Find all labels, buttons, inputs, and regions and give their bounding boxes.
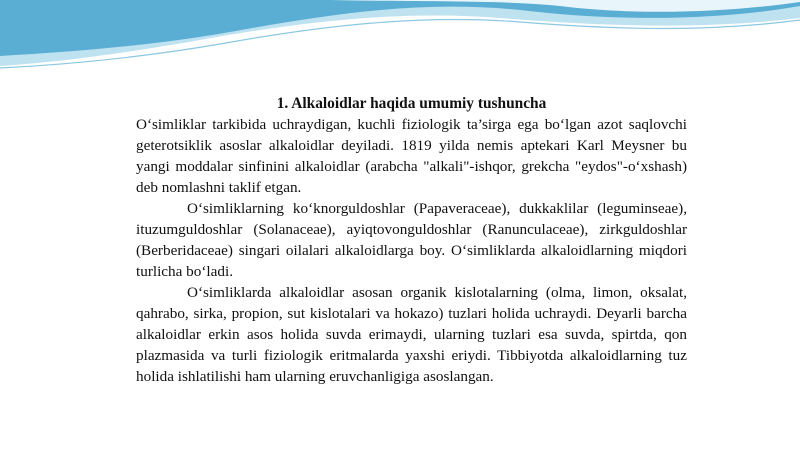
paragraph-intro: O‘simliklar tarkibida uchraydigan, kuchli fiziologik ta’sirga ega bo‘lgan azot saqlovchi geterotsiklik asoslar alkaloidlar deyiladi. 1819 yilda nemis aptekari Karl Meysner bu yangi moddalar sinfinini alkaloidlar (arabcha "alkali"-ishqor, grekcha "eydos"-o‘xshash) deb nomlashni taklif etgan. <box>136 116 687 196</box>
slide-body <box>136 94 687 387</box>
section-heading: 1. Alkaloidlar haqida umumiy tushuncha <box>276 95 547 112</box>
header-wave-decoration <box>0 0 800 80</box>
paragraph-plant-families: O‘simliklarning ko‘knorguldoshlar (Papaveraceae), dukkaklilar (leguminseae), ituzumguldoshlar (Solanaceae), ayiqtovonguldoshlar (Ranunculaceae), zirkguldoshlar (Berberidaceae) singari oilalari alkaloidlarga boy. O‘simliklarda alkaloidlarning miqdori turlicha bo‘ladi. <box>136 200 687 280</box>
paragraph-alkaloid-salts: O‘simliklarda alkaloidlar asosan organik kislotalarning (olma, limon, oksalat, qahrabo, sirka, propion, sut kislotalari va hokazo) tuzlari holida uchraydi. Deyarli barcha alkaloidlar erkin asos holida suvda erimaydi, ularning tuzlari esa suvda, spirtda, qon plazmasida va turli fiziologik eritmalarda yaxshi eriydi. Tibbiyotda alkaloidlarning tuz holida ishlatilishi ham ularning eruvchanligiga asoslangan. <box>136 284 687 385</box>
